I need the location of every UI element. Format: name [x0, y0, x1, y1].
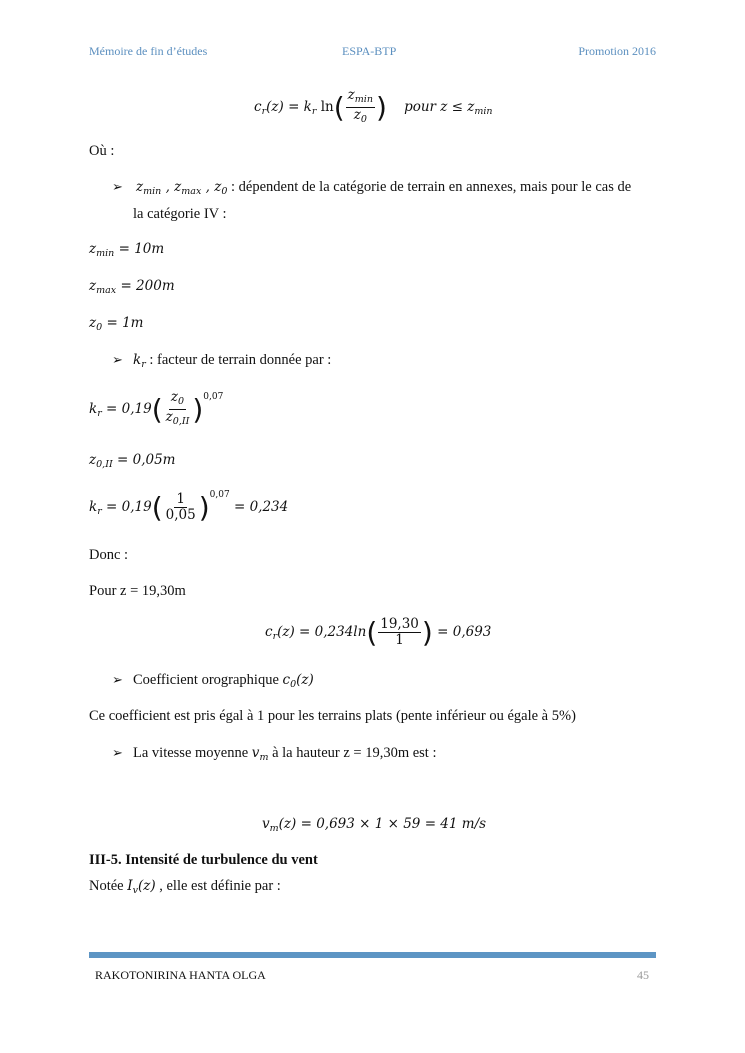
bullet-3: Coefficient orographique $c_0(z)$ [133, 672, 314, 690]
notee-line: Notée $I_v(z)$ , elle est définie par : [89, 878, 281, 896]
arrow-bullet-icon: ➢ [112, 180, 123, 195]
page-number: 45 [637, 968, 649, 982]
formula-cr-zmin: $c_r(z) = k_r$ ln( $\frac{z_{min}}{z_0}$ ) pour $z \le z_{min}$ [254, 87, 493, 125]
arrow-bullet-icon: ➢ [112, 353, 123, 368]
donc-label: Donc : [89, 547, 129, 563]
footer-author: RAKOTONIRINA HANTA OLGA [95, 968, 266, 982]
bullet-1-cont: la catégorie IV : [133, 206, 227, 222]
coefficient-sentence: Ce coefficient est pris égal à 1 pour les terrains plats (pente inférieur ou égale à 5%) [89, 708, 576, 724]
zmin-eq: $z_{min} = 10m$ [89, 241, 165, 259]
footer-rule [89, 952, 656, 958]
zmax-eq: $z_{max} = 200m$ [89, 278, 175, 296]
arrow-bullet-icon: ➢ [112, 673, 123, 688]
z0-eq: $z_0 = 1m$ [89, 315, 144, 333]
section-title: III-5. Intensité de turbulence du vent [89, 852, 318, 868]
formula-vm: $v_m(z) = 0,693 \times 1 \times 59 = 41$ m/s [262, 816, 487, 834]
pour-z-label: Pour z = 19,30m [89, 583, 186, 599]
formula-cr-numeric: $c_r(z) = 0,234\ln$( $\frac{19,30}{1}$ ) = 0,693 [265, 616, 492, 649]
bullet-1: $z_{min}$ , $z_{max}$ , $z_0$ : dépendent de la catégorie de terrain en annexes, mais pour le cas de [136, 179, 632, 197]
header-right: Promotion 2016 [578, 44, 656, 58]
arrow-bullet-icon: ➢ [112, 746, 123, 761]
z0II-eq: $z_{0,II} = 0,05m$ [89, 452, 176, 470]
header-center: ESPA-BTP [342, 44, 397, 58]
formula-kr-numeric: $k_r = 0,19$( $\frac{1}{0,05}$ )$^{0,07}$ = 0,234 [89, 490, 289, 524]
ou-label: Où : [89, 143, 115, 159]
bullet-4: La vitesse moyenne $v_m$ à la hauteur z = 19,30m est : [133, 745, 437, 763]
formula-kr: $k_r = 0,19$( $\frac{z_0}{z_{0,II}}$ )$^{0,07}$ [89, 389, 224, 427]
header-left: Mémoire de fin d’études [89, 44, 208, 58]
bullet-2: $k_r$ : facteur de terrain donnée par : [133, 352, 332, 370]
